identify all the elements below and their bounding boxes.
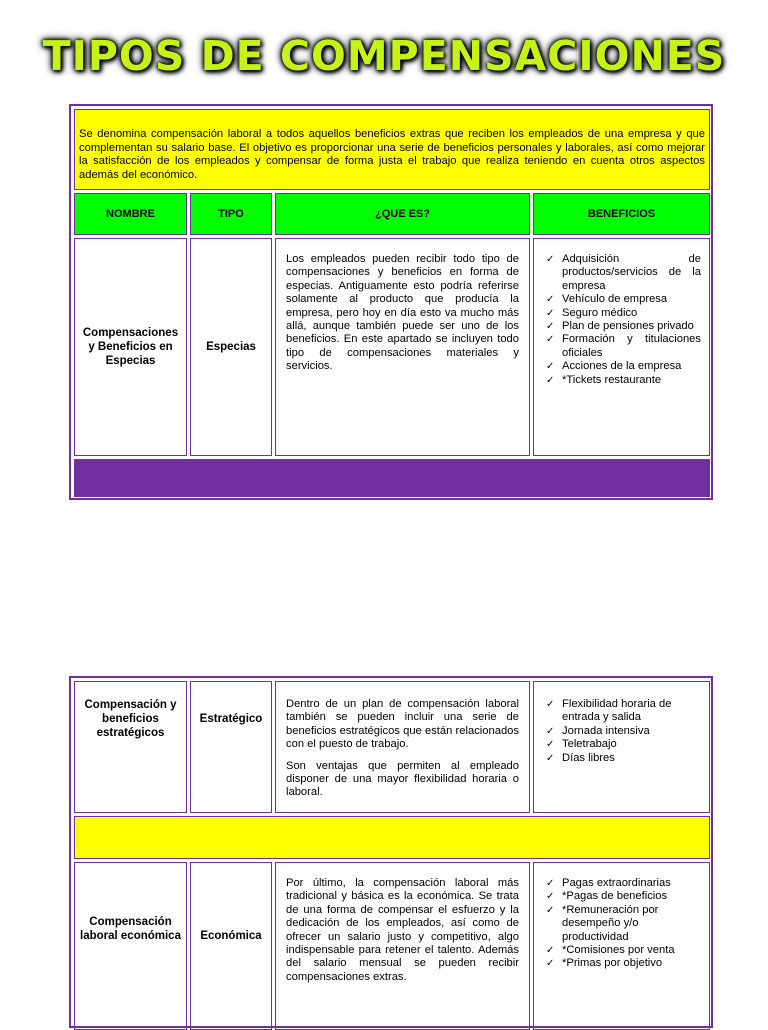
compensation-table-1 (69, 104, 713, 500)
row-type-text: Especias (206, 341, 256, 353)
description-paragraph: Dentro de un plan de compensación laboral también se pueden incluir una serie de beneficios estratégicos que están relacionados con el puesto de trabajo. (286, 698, 519, 751)
description-paragraph: Los empleados pueden recibir todo tipo de compensaciones y beneficios en forma de especias. Antiguamente esto podría referirse solamente al producto que producía la empresa, pero hoy en día esto va mucho más allá, aunque también puede ser uno de los beneficios. En este apartado se incluyen todo tipo de compensaciones materiales y servicios. (286, 253, 519, 373)
benefit-item: ✓ Formación y titulaciones oficiales (544, 333, 701, 360)
benefit-item: ✓ Seguro médico (544, 307, 701, 320)
description-paragraph: Son ventajas que permiten al empleado disponer de una mayor flexibilidad horaria o laboral. (286, 759, 519, 799)
benefit-item: ✓ Adquisición de productos/servicios de la empresa (544, 253, 701, 293)
row-name-text: Compensación laboral económica (80, 916, 181, 942)
benefit-item: ✓ Jornada intensiva (544, 725, 701, 738)
benefits-list (544, 253, 701, 387)
benefit-item: ✓ *Comisiones por venta (544, 944, 701, 957)
row-estrategico-tipo (190, 681, 272, 813)
row-estrategico-descripcion (275, 681, 530, 813)
row-estrategico-beneficios (533, 681, 710, 813)
benefit-item: ✓ Pagas extraordinarias (544, 877, 701, 890)
row-economica-tipo (190, 862, 272, 1030)
row-especias-tipo (190, 238, 272, 456)
header-que-es: ¿QUE ES? (275, 193, 530, 235)
benefit-item: ✓ Plan de pensiones privado (544, 320, 701, 333)
row-economica-descripcion (275, 862, 530, 1030)
benefits-list (544, 877, 701, 971)
benefits-list (544, 698, 701, 765)
benefit-item: ✓ *Tickets restaurante (544, 374, 701, 387)
row-estrategico-nombre (74, 681, 187, 813)
description-paragraph: Por último, la compensación laboral más tradicional y básica es la económica. Se trata de una forma de compensar el esfuerzo y la dedicación de los empleados, así como de ofrecer un salario justo y competitivo, algo indispensable para retener el talento. Además del salario mensual se pueden recibir compensaciones extras. (286, 877, 519, 983)
compensation-table-2 (69, 676, 713, 1028)
benefit-item: ✓ *Pagas de beneficios (544, 890, 701, 903)
row-especias-nombre (74, 238, 187, 456)
benefit-item: ✓ Teletrabajo (544, 738, 701, 751)
row-economica-nombre (74, 862, 187, 1030)
row-especias-descripcion (275, 238, 530, 456)
row-especias-beneficios (533, 238, 710, 456)
page-title: TIPOS DE COMPENSACIONES (42, 32, 726, 80)
row-type-text: Estratégico (199, 713, 263, 725)
row-type-text: Económica (200, 930, 262, 942)
header-tipo: TIPO (190, 193, 272, 235)
benefit-item: ✓ *Primas por objetivo (544, 957, 701, 970)
benefit-item: ✓ Flexibilidad horaria de entrada y salida (544, 698, 701, 725)
benefit-item: ✓ Acciones de la empresa (544, 360, 701, 373)
row-name-text: Compensación y beneficios estratégicos (84, 699, 177, 739)
header-nombre: NOMBRE (74, 193, 187, 235)
intro-paragraph: Se denomina compensación laboral a todos aquellos beneficios extras que reciben los empleados de una empresa y que complementan su salario base. El objetivo es proporcionar una serie de beneficios personales y laborales, así como mejorar la satisfacción de los empleados y compensar de forma justa el trabajo que realiza teniendo en cuenta otros aspectos además del económico. (74, 109, 710, 190)
benefit-item: ✓ *Remuneración por desempeño y/o productividad (544, 904, 701, 944)
header-beneficios: BENEFICIOS (533, 193, 710, 235)
benefit-item: ✓ Vehículo de empresa (544, 293, 701, 306)
row-name-text: Compensaciones y Beneficios en Especias (82, 327, 179, 367)
yellow-separator-row (74, 816, 710, 859)
row-economica-beneficios (533, 862, 710, 1030)
benefit-item: ✓ Días libres (544, 752, 701, 765)
purple-separator-row (74, 459, 710, 497)
